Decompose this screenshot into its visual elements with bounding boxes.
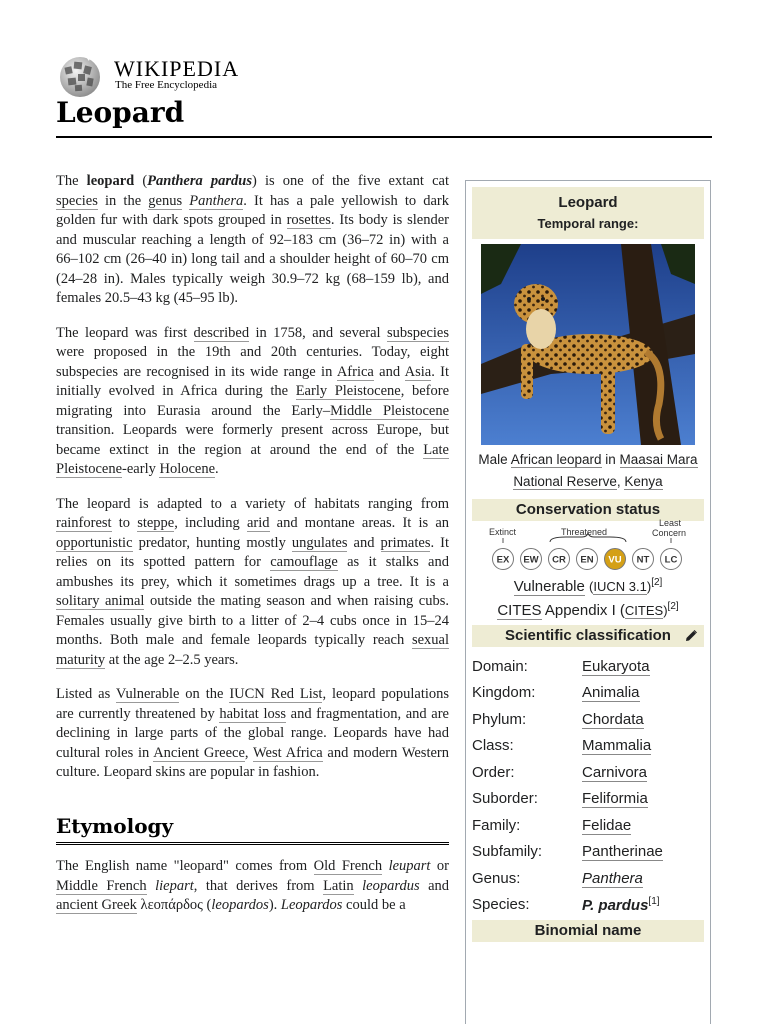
svg-text:CR: CR	[552, 554, 566, 566]
link-described[interactable]: described	[193, 324, 250, 341]
link-africa[interactable]: Africa	[336, 363, 374, 380]
taxonomy-row	[472, 653, 710, 680]
status-ew[interactable]	[521, 549, 542, 570]
wikipedia-globe-icon[interactable]	[56, 54, 104, 98]
status-en[interactable]	[577, 549, 598, 570]
link-camouflage[interactable]: camouflage	[270, 554, 338, 570]
svg-text:NT: NT	[636, 554, 650, 566]
link-kenya[interactable]: Kenya	[624, 474, 663, 489]
status-ex[interactable]	[493, 549, 514, 570]
link-holocene[interactable]: Holocene	[159, 461, 216, 477]
taxonomy-row	[472, 812, 710, 839]
intro-paragraph-2: The leopard was first described in 1758, and several subspecies were proposed in the 19th and 20th centuries. Today, eight subspecies are recognised in its wide range in Africa and Asia. It initially evolved in Africa during the Early Pleistocene, before migrating into Eurasia around the Early–Middle Pleistocene transition. Leopards were formerly present across Europe, but became extinct in the region at around the end of the Late Pleistocene-early Holocene.	[56, 324, 450, 477]
status-circles	[466, 525, 712, 575]
link-carnivora[interactable]: Carnivora	[582, 763, 648, 781]
taxonomy-row	[472, 759, 710, 786]
link-african-leopard[interactable]: African leopard	[510, 452, 602, 467]
etymology-paragraph-1: The English name "leopard" comes from Old French leupart or Middle French liepart, that derives from Latin leopardus and ancient Greek λεοπάρδος (leopardos). Leopardos could be a	[56, 858, 450, 913]
link-middle-pleistocene[interactable]: Middle Pleistocene	[330, 402, 450, 419]
scale-label-concern: Concern	[652, 528, 687, 538]
ref-2-cites[interactable]: [2]	[667, 601, 679, 612]
taxonomy-value	[582, 817, 631, 834]
infobox-title: Leopard	[558, 194, 618, 211]
link-feliformia[interactable]: Feliformia	[582, 790, 648, 808]
taxonomy-value	[582, 870, 643, 887]
title-divider	[56, 136, 712, 138]
scale-label-least: Least	[659, 518, 682, 528]
pencil-icon[interactable]	[684, 629, 698, 643]
leopard-photo[interactable]	[481, 244, 695, 445]
taxonomy-value	[582, 711, 644, 728]
link-felidae[interactable]: Felidae	[582, 816, 632, 834]
link-habitat-loss[interactable]: habitat loss	[219, 705, 287, 722]
link-species[interactable]: species	[56, 192, 98, 209]
link-genus[interactable]: genus	[148, 192, 183, 209]
infobox	[465, 180, 711, 1024]
taxonomy-row	[472, 865, 710, 892]
link-ancient-greece[interactable]: Ancient Greece	[153, 744, 245, 761]
taxonomy-rank: Kingdom:	[472, 684, 536, 702]
taxonomy-row	[472, 786, 710, 813]
link-sexual-maturity[interactable]: sexual maturity	[56, 632, 449, 668]
taxonomy-rank: Family:	[472, 816, 521, 834]
taxonomy-value	[582, 684, 640, 701]
svg-text:LC: LC	[664, 554, 678, 566]
taxonomy-row	[472, 733, 710, 760]
italic-term: liepart	[155, 877, 194, 894]
wikipedia-tagline: The Free Encyclopedia	[115, 79, 218, 91]
taxonomy-rank: Subfamily:	[472, 843, 543, 861]
taxonomy-row	[472, 680, 710, 707]
link-old-french[interactable]: Old French	[313, 858, 383, 874]
link-west-africa[interactable]: West Africa	[253, 744, 323, 761]
taxonomy-row	[472, 839, 710, 866]
intro-paragraph-4: Listed as Vulnerable on the IUCN Red List, leopard populations are currently threatened by habitat loss and fragmentation, and are declining in large parts of the global range. Leopards have had cultural roles in Ancient Greece, West Africa and modern Western culture. Leopard skins are popular in fashion.	[56, 686, 450, 780]
taxonomy-rank: Order:	[472, 763, 515, 781]
italic-term: leopardus	[362, 877, 420, 894]
ref-1[interactable]: [1]	[648, 895, 660, 907]
status-cr[interactable]	[549, 549, 570, 570]
link-animalia[interactable]: Animalia	[582, 684, 640, 702]
link-panthera[interactable]: Panthera	[189, 192, 244, 209]
taxonomy-rank: Domain:	[472, 657, 528, 675]
taxonomy-value	[582, 737, 651, 754]
link-ancient-greek[interactable]: ancient Greek	[56, 897, 137, 913]
infobox-header	[472, 187, 704, 239]
link-early-pleistocene[interactable]: Early Pleistocene	[295, 383, 401, 399]
taxonomy-value	[582, 790, 648, 807]
ref-2[interactable]: [2]	[651, 577, 663, 588]
link-solitary-animal[interactable]: solitary animal	[56, 593, 145, 609]
page-title: Leopard	[56, 96, 185, 129]
intro-paragraph-1: The leopard (Panthera pardus) is one of the five extant cat species in the genus Panthera. It has a pale yellowish to dark golden fur with dark spots grouped in rosettes. Its body is slender and muscular reaching a length of 92–183 cm (36–72 in) with a 66–102 cm (26–40 in) long tail and a shoulder height of 60–70 cm (24–28 in). Males typically weigh 30.9–72 kg (68–159 lb), and females 20.5–43 kg (45–95 lb).	[56, 173, 450, 306]
svg-text:EN: EN	[580, 554, 594, 566]
article-body	[56, 172, 449, 931]
link-chordata[interactable]: Chordata	[582, 710, 644, 728]
taxonomy-rank: Species:	[472, 896, 530, 914]
link-iucn[interactable]: IUCN 3.1	[593, 579, 647, 594]
link-latin[interactable]: Latin	[323, 877, 354, 894]
italic-term: Leopardos	[280, 897, 343, 913]
taxonomy-rank: Genus:	[472, 869, 521, 887]
taxonomy-table	[472, 653, 710, 918]
link-rainforest[interactable]: rainforest	[56, 515, 112, 531]
italic-term: leupart	[388, 858, 431, 874]
link-steppe[interactable]: steppe	[137, 515, 175, 531]
link-middle-french[interactable]: Middle French	[56, 877, 147, 894]
scale-label-extinct: Extinct	[489, 527, 517, 537]
section-heading-etymology: Etymology	[56, 817, 449, 846]
intro-paragraph-3: The leopard is adapted to a variety of habitats ranging from rainforest to steppe, including arid and montane areas. It is an opportunistic predator, hunting mostly ungulates and primates. It relies on its spotted pattern for camouflage as it stalks and ambushes its prey, which it sometimes drags up a tree. It is a solitary animal outside the mating season and when raising cubs. Females usually give birth to a litter of 2–4 cubs once in 15–24 months. Both male and female leopards typically reach sexual maturity at the age 2–2.5 years.	[56, 495, 450, 668]
link-cites[interactable]: CITES	[497, 602, 542, 619]
taxonomy-value	[582, 843, 663, 860]
svg-text:EX: EX	[496, 554, 510, 566]
svg-text:VU: VU	[608, 554, 622, 566]
link-asia[interactable]: Asia	[404, 363, 432, 380]
taxonomy-row	[472, 706, 710, 733]
status-vulnerable-row: Vulnerable (IUCN 3.1)[2]	[513, 577, 663, 595]
site-header	[56, 54, 712, 98]
conservation-status-scale[interactable]	[466, 518, 710, 575]
link-iucn-red-list[interactable]: IUCN Red List	[229, 686, 323, 702]
status-vu[interactable]	[605, 549, 626, 570]
species-name: P. pardus	[582, 896, 649, 914]
temporal-range-label: Temporal range:	[537, 216, 639, 231]
wikipedia-wordmark[interactable]: WIKIPEDIA	[114, 56, 240, 81]
scale-label-threatened: Threatened	[561, 527, 608, 537]
binomial-name-heading: Binomial name	[472, 920, 704, 942]
link-late-pleistocene[interactable]: Late Pleistocene	[56, 441, 449, 477]
italic-term: leopardos	[211, 897, 269, 913]
photo-caption: Male African leopard in Maasai Mara National Reserve, Kenya	[478, 452, 698, 489]
taxonomy-row	[472, 892, 710, 919]
taxonomy-value	[582, 896, 660, 914]
link-panthera[interactable]: Panthera	[582, 869, 643, 887]
link-subspecies[interactable]: subspecies	[386, 324, 449, 341]
link-cites-2[interactable]: CITES	[624, 603, 664, 618]
link-ungulates[interactable]: ungulates	[291, 534, 348, 551]
link-arid[interactable]: arid	[246, 515, 270, 531]
link-vulnerable[interactable]: Vulnerable	[513, 578, 585, 595]
status-nt[interactable]	[633, 549, 654, 570]
taxonomy-value	[582, 658, 650, 675]
link-maasai-mara[interactable]: Maasai Mara National Reserve	[513, 452, 698, 489]
link-vulnerable[interactable]: Vulnerable	[115, 686, 180, 702]
link-mammalia[interactable]: Mammalia	[582, 737, 652, 755]
scientific-classification-heading[interactable]: Scientific classification	[472, 625, 704, 647]
link-primates[interactable]: primates	[380, 534, 431, 551]
taxonomy-rank: Class:	[472, 737, 514, 755]
taxonomy-value	[582, 764, 647, 781]
bold-term: leopard	[86, 173, 135, 189]
link-eukaryota[interactable]: Eukaryota	[582, 657, 650, 675]
cites-row: CITES Appendix I (CITES)[2]	[497, 601, 679, 619]
taxonomy-rank: Phylum:	[472, 710, 527, 728]
link-opportunistic[interactable]: opportunistic	[56, 534, 133, 551]
svg-text:EW: EW	[523, 554, 539, 566]
conservation-status-heading[interactable]: Conservation status	[472, 499, 704, 521]
link-pantherinae[interactable]: Pantherinae	[582, 843, 663, 861]
link-rosettes[interactable]: rosettes	[286, 212, 331, 228]
status-lc[interactable]	[661, 549, 682, 570]
taxonomy-rank: Suborder:	[472, 790, 538, 808]
bold-italic-term: Panthera pardus	[147, 173, 252, 189]
